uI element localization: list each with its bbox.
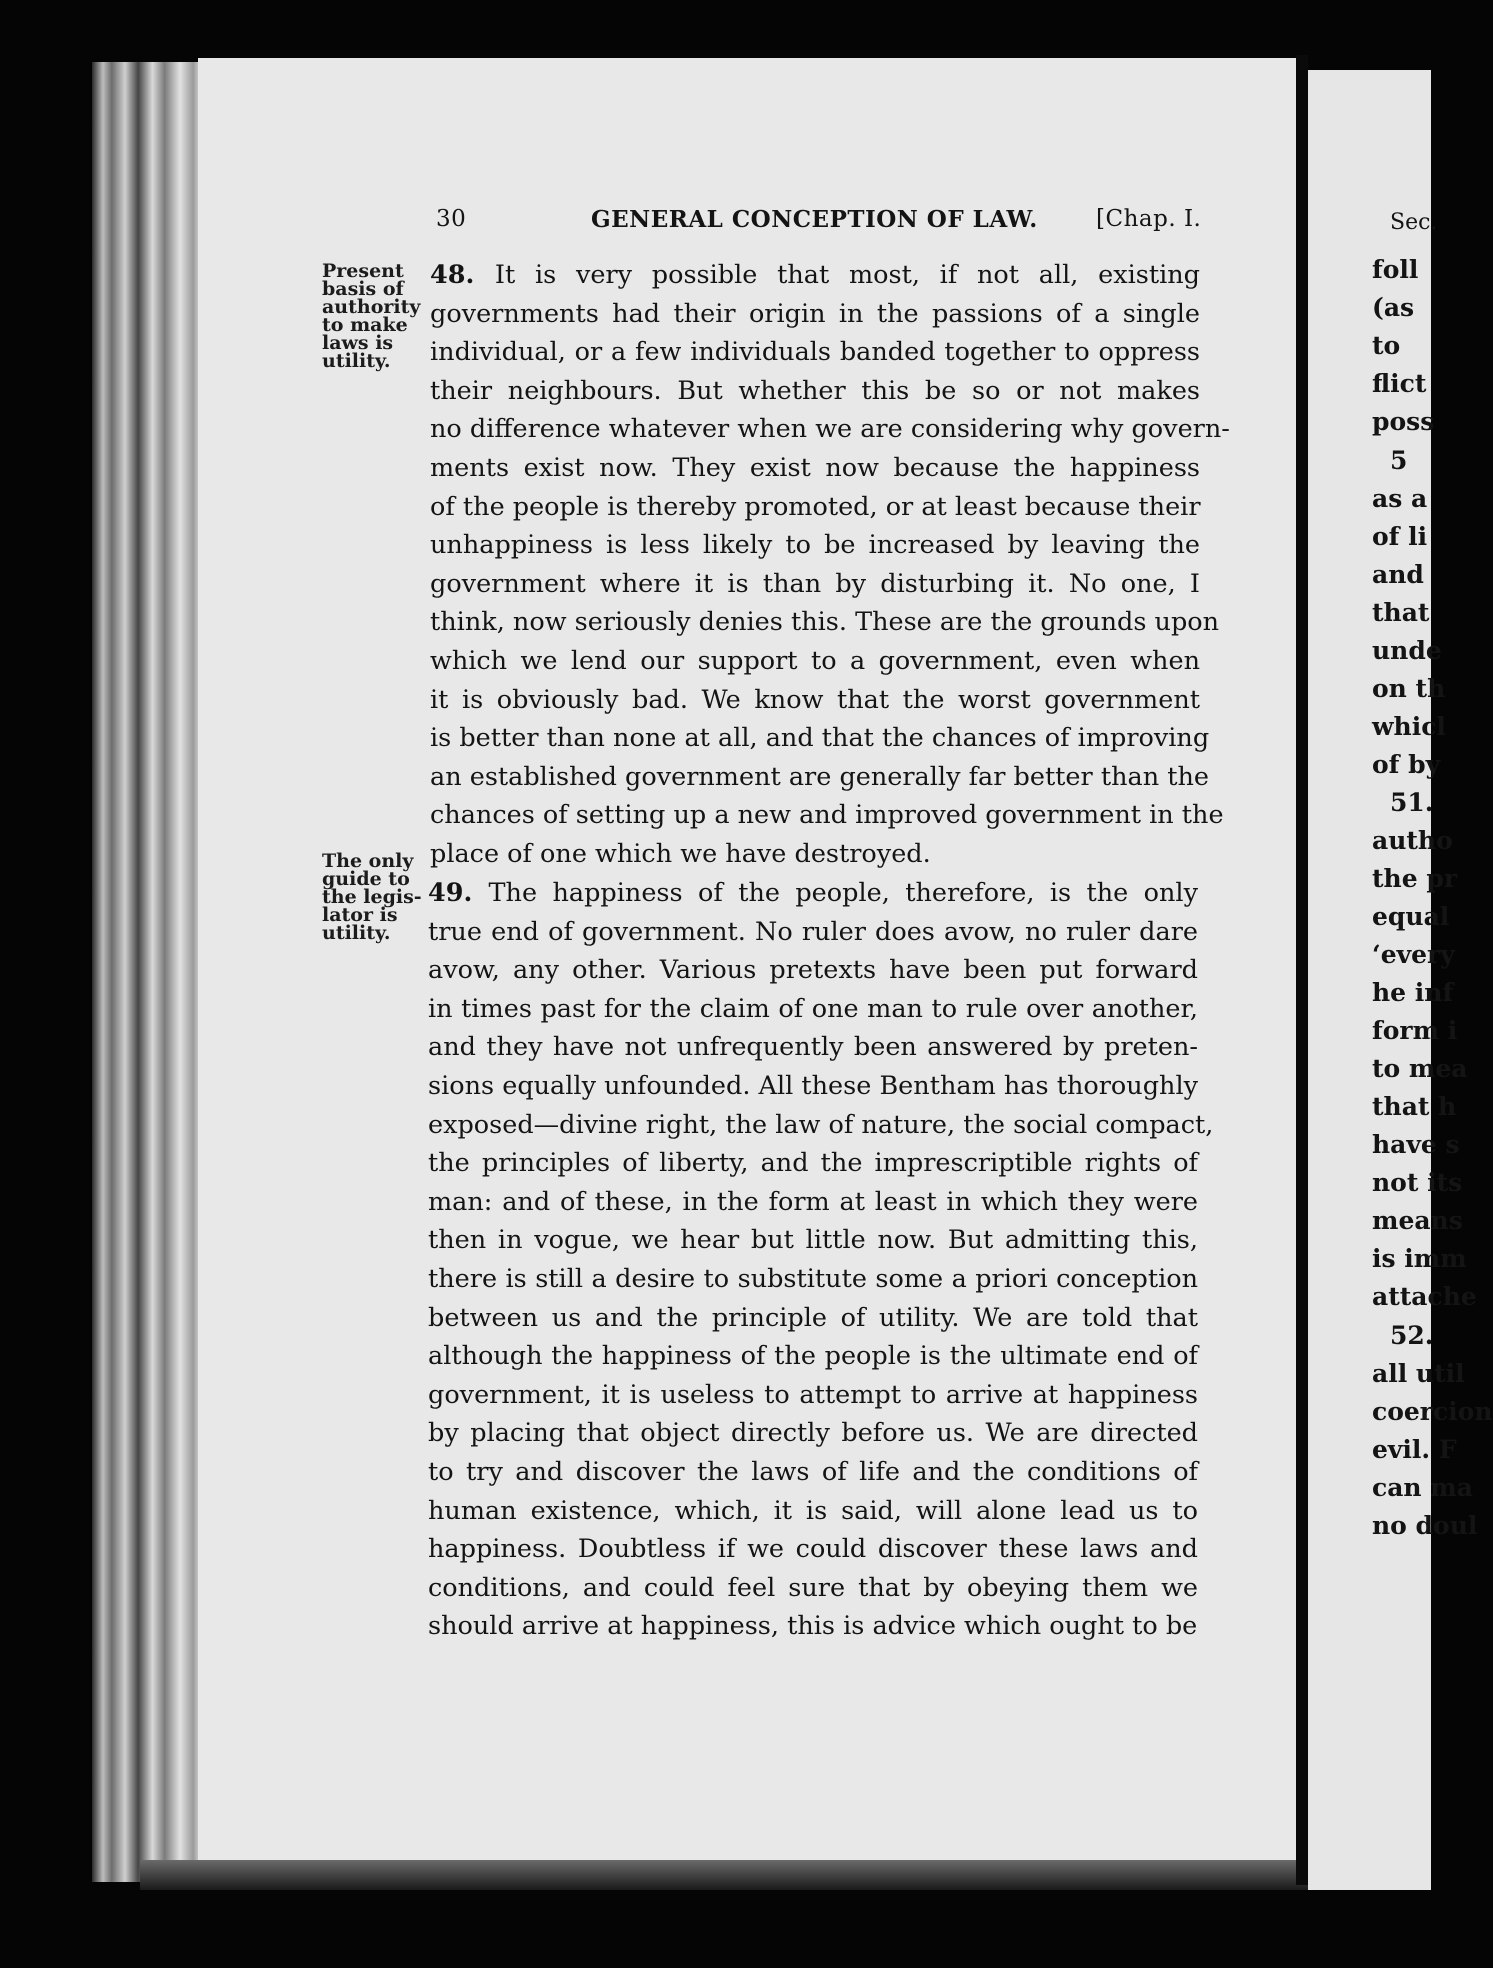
right-page-line: on th (1372, 674, 1446, 703)
text-line (428, 1530, 1198, 1569)
right-page-line: and (1372, 560, 1424, 589)
right-page-line: means (1372, 1206, 1463, 1235)
page-number: 30 (436, 206, 467, 232)
text-line (428, 913, 1198, 952)
text-line-content: true end of government. No ruler does avow, no ruler dare (428, 916, 1198, 947)
text-line (430, 642, 1200, 681)
text-line-content: an established government are generally far better than the (430, 761, 1209, 792)
text-line (430, 719, 1210, 758)
text-line (430, 449, 1200, 488)
right-page-line: he inf (1372, 978, 1454, 1007)
text-line-content: it is obviously bad. We know that the worst government (430, 684, 1200, 715)
paragraph-number: 49. (428, 878, 489, 908)
text-line-content: place of one which we have destroyed. (430, 838, 931, 869)
text-line-content: conditions, and could feel sure that by obeying them we (428, 1572, 1198, 1603)
right-page-line: autho (1372, 826, 1453, 855)
text-line (430, 372, 1200, 411)
text-line-content: by placing that object directly before us. We are directed (428, 1418, 1198, 1449)
right-page-line: of by (1372, 750, 1441, 779)
right-page-line: that (1372, 598, 1430, 627)
text-line (428, 1183, 1198, 1222)
right-page-line: as a (1372, 484, 1428, 513)
paragraph-49 (428, 874, 1214, 1646)
right-page-line: attache (1372, 1282, 1477, 1311)
right-page-line: of li (1372, 522, 1428, 551)
text-line (430, 758, 1209, 797)
text-line-content: government where it is than by disturbing it. No one, I (430, 568, 1200, 599)
text-line (428, 1492, 1198, 1531)
sidenote-only-guide: The only guide to the legis- lator is utility. (322, 850, 422, 944)
text-line-content: ments exist now. They exist now because the happiness (430, 452, 1200, 483)
right-page-line: 51. (1390, 788, 1434, 817)
text-line (428, 1299, 1198, 1338)
text-line-content: governments had their origin in the passions of a single (430, 298, 1200, 329)
text-line-content: is better than none at all, and that the chances of improving (430, 723, 1210, 754)
right-page (1308, 70, 1493, 1890)
right-page-line: form i (1372, 1016, 1458, 1045)
text-line-content: government, it is useless to attempt to arrive at happiness (428, 1379, 1198, 1410)
right-page-line: not its (1372, 1168, 1463, 1197)
right-page-line: poss (1372, 407, 1435, 436)
text-line-content: between us and the principle of utility. We are told that (428, 1302, 1198, 1333)
text-line-content: should arrive at happiness, this is advice which ought to be (428, 1611, 1198, 1642)
text-line (430, 295, 1200, 334)
text-line-content: which we lend our support to a government, even when (430, 645, 1200, 676)
text-line-content: avow, any other. Various pretexts have been put forward (428, 955, 1198, 986)
text-line (430, 565, 1200, 604)
text-line-content: man: and of these, in the form at least in which they were (428, 1186, 1198, 1217)
text-line (428, 874, 1198, 913)
right-page-line: whicl (1372, 712, 1446, 741)
text-line (430, 835, 1200, 874)
text-line-content: It is very possible that most, if not all, existing (494, 260, 1200, 290)
paragraph-48 (430, 256, 1230, 874)
paragraph-number: 48. (430, 260, 495, 290)
text-line (430, 488, 1200, 527)
right-page-line: (as (1372, 293, 1415, 322)
right-page-line: unde (1372, 636, 1442, 665)
text-line-content: human existence, which, it is said, will alone lead us to (428, 1495, 1198, 1526)
text-line (428, 1376, 1198, 1415)
text-line-content: although the happiness of the people is the ultimate end of (428, 1341, 1198, 1372)
text-line (428, 1221, 1198, 1260)
text-line-content: individual, or a few individuals banded together to oppress (430, 337, 1200, 368)
page-header (436, 206, 1236, 242)
text-line-content: their neighbours. But whether this be so or not makes (430, 375, 1200, 406)
right-page-line: ‘every (1372, 940, 1455, 969)
text-line (428, 1028, 1198, 1067)
text-line-content: to try and discover the laws of life and the conditions of (428, 1456, 1198, 1487)
page-gutter (1296, 55, 1308, 1885)
text-line-content: exposed—divine right, the law of nature, the social compact, (428, 1109, 1214, 1140)
text-line (430, 256, 1200, 295)
text-line-content: unhappiness is less likely to be increased by leaving the (430, 530, 1200, 561)
right-page-line: 52. (1390, 1321, 1434, 1350)
text-line (430, 681, 1200, 720)
book-spine-edge (92, 62, 202, 1882)
text-line-content: no difference whatever when we are considering why govern- (430, 414, 1230, 445)
text-line (428, 1067, 1198, 1106)
text-line (428, 1260, 1198, 1299)
paragraph-49-lines (428, 874, 1214, 1646)
right-page-line: have s (1372, 1130, 1460, 1159)
text-line (428, 1414, 1198, 1453)
right-page-line: is imm (1372, 1244, 1467, 1273)
text-line (428, 951, 1198, 990)
text-line-content: in times past for the claim of one man to rule over another, (428, 993, 1198, 1024)
text-line-content: chances of setting up a new and improved government in the (430, 800, 1224, 831)
text-line (428, 1144, 1198, 1183)
sidenote-present-basis: Present basis of authority to make laws is utility. (322, 260, 421, 372)
right-page-line: equal (1372, 902, 1450, 931)
text-line-content: happiness. Doubtless if we could discover these laws and (428, 1534, 1198, 1565)
text-line (428, 1569, 1198, 1608)
text-line (428, 1337, 1198, 1376)
right-page-line: 5 (1390, 446, 1408, 475)
text-line-content: of the people is thereby promoted, or at least because their (430, 491, 1201, 522)
right-page-line: the pr (1372, 864, 1457, 893)
right-page-line: foll (1372, 255, 1419, 284)
right-page-line: flict (1372, 369, 1427, 398)
text-line (430, 333, 1200, 372)
text-line-content: The happiness of the people, therefore, is the only (488, 878, 1198, 908)
right-page-line: coercion (1372, 1397, 1493, 1426)
text-line (430, 796, 1224, 835)
text-line (430, 603, 1220, 642)
right-page-header: Sec. (1390, 210, 1438, 235)
text-line-content: sions equally unfounded. All these Bentham has thoroughly (428, 1070, 1198, 1101)
page-bottom-shadow (140, 1860, 1310, 1890)
text-line (428, 1607, 1198, 1646)
text-line (430, 410, 1230, 449)
right-page-line: all util (1372, 1359, 1465, 1388)
right-page-line: that h (1372, 1092, 1457, 1121)
right-page-line: no doul (1372, 1511, 1478, 1540)
right-page-line: to mea (1372, 1054, 1468, 1083)
paragraph-48-lines (430, 256, 1230, 874)
text-line-content: the principles of liberty, and the imprescriptible rights of (428, 1148, 1198, 1179)
text-line-content: think, now seriously denies this. These are the grounds upon (430, 607, 1220, 638)
text-line (428, 1453, 1198, 1492)
text-line-content: then in vogue, we hear but little now. But admitting this, (428, 1225, 1198, 1256)
text-line-content: there is still a desire to substitute some a priori conception (428, 1263, 1198, 1294)
chapter-reference: [Chap. I. (1096, 206, 1202, 232)
right-page-line: to (1372, 331, 1401, 360)
text-line (428, 1106, 1214, 1145)
text-line (428, 990, 1198, 1029)
right-page-line: can ma (1372, 1473, 1473, 1502)
text-line-content: and they have not unfrequently been answered by preten- (428, 1032, 1198, 1063)
right-page-line: evil. F (1372, 1435, 1457, 1464)
running-head: GENERAL CONCEPTION OF LAW. (591, 206, 1038, 233)
text-line (430, 526, 1200, 565)
